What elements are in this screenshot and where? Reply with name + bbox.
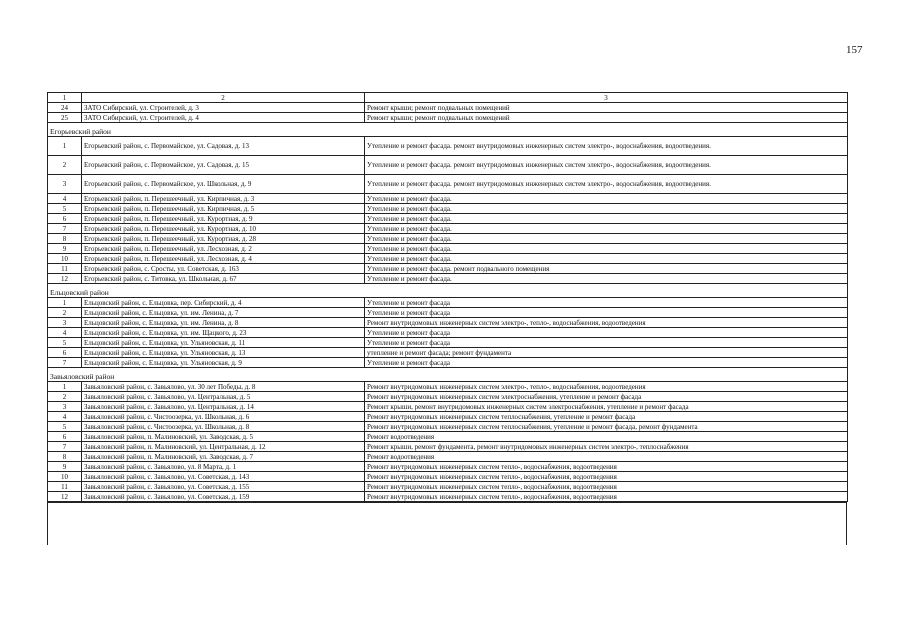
work-description-cell: Ремонт внутридомовых инженерных систем тепло-, водоснабжения, водоотведения bbox=[365, 492, 848, 502]
table-row bbox=[48, 214, 848, 224]
table-row bbox=[48, 452, 848, 462]
address-cell: Завьяловский район, с. Чистоозерка, ул. Школьная, д. 6 bbox=[82, 412, 365, 422]
work-description-cell: Утепление и ремонт фасада. bbox=[365, 204, 848, 214]
table-row bbox=[48, 462, 848, 472]
address-cell: Ельцовский район, с. Ельцовка, ул. Ульяновская, д. 9 bbox=[82, 358, 365, 368]
row-number-cell: 10 bbox=[48, 254, 82, 264]
address-cell: Ельцовский район, с. Ельцовка, ул. Ульяновская, д. 11 bbox=[82, 338, 365, 348]
work-description-cell: Ремонт внутридомовых инженерных систем электро-, тепло-, водоснабжения, водоотведения bbox=[365, 318, 848, 328]
address-cell: Егорьевский район, п. Перешеечный, ул. Кирпичная, д. 5 bbox=[82, 204, 365, 214]
work-description-cell: Ремонт водоотведения bbox=[365, 452, 848, 462]
address-cell: Егорьевский район, п. Перешеечный, ул. Кирпичная, д. 3 bbox=[82, 194, 365, 204]
page-number: 157 bbox=[846, 44, 863, 56]
work-description-cell: Ремонт внутридомовых инженерных систем теплоснабжения, утепление и ремонт фасада bbox=[365, 412, 848, 422]
table-row bbox=[48, 318, 848, 328]
work-description-cell: Утепление и ремонт фасада bbox=[365, 358, 848, 368]
row-number-cell: 7 bbox=[48, 442, 82, 452]
table-row bbox=[48, 224, 848, 234]
work-description-cell: Утепление и ремонт фасада. bbox=[365, 194, 848, 204]
row-number-cell: 1 bbox=[48, 382, 82, 392]
table-row bbox=[48, 338, 848, 348]
row-number-cell: 9 bbox=[48, 244, 82, 254]
address-cell: Завьяловский район, с. Завьялово, ул. 30 лет Победы, д. 8 bbox=[82, 382, 365, 392]
row-number-cell: 6 bbox=[48, 214, 82, 224]
work-description-cell: Ремонт крыши, ремонт фундамента, ремонт внутридомовых инженерных систем электро-, теплоснабжения bbox=[365, 442, 848, 452]
work-description-cell: Утепление и ремонт фасада. ремонт подвального помещения bbox=[365, 264, 848, 274]
work-description-cell: Ремонт внутридомовых инженерных систем теплоснабжения, утепление и ремонт фасада, ремонт фундамента bbox=[365, 422, 848, 432]
table-continuation bbox=[47, 502, 847, 545]
work-description-cell: Утепление и ремонт фасада. ремонт внутридомовых инженерных систем электро-, водоснабжения, водоотведения. bbox=[365, 175, 848, 194]
address-cell: Завьяловский район, с. Завьялово, ул. Центральная, д. 14 bbox=[82, 402, 365, 412]
table-row bbox=[48, 194, 848, 204]
row-number-cell: 5 bbox=[48, 204, 82, 214]
repair-works-table bbox=[47, 92, 848, 502]
row-number-cell: 1 bbox=[48, 137, 82, 156]
row-number-cell: 4 bbox=[48, 412, 82, 422]
table-row bbox=[48, 358, 848, 368]
row-number-cell: 5 bbox=[48, 338, 82, 348]
address-cell: Ельцовский район, с. Ельцовка, ул. им. Щацкого, д. 23 bbox=[82, 328, 365, 338]
row-number-cell: 4 bbox=[48, 194, 82, 204]
section-row bbox=[48, 284, 848, 298]
row-number-cell: 12 bbox=[48, 274, 82, 284]
address-cell: Завьяловский район, с. Завьялово, ул. Советская, д. 159 bbox=[82, 492, 365, 502]
row-number-cell: 8 bbox=[48, 452, 82, 462]
address-cell: Егорьевский район, с. Титовка, ул. Школьная, д. 67 bbox=[82, 274, 365, 284]
header-col-3: 3 bbox=[365, 93, 848, 103]
row-number-cell: 6 bbox=[48, 432, 82, 442]
address-cell: Егорьевский район, с. Первомайское, ул. Школьная, д. 9 bbox=[82, 175, 365, 194]
work-description-cell: Утепление и ремонт фасада bbox=[365, 298, 848, 308]
address-cell: Егорьевский район, п. Перешеечный, ул. Курортная, д. 28 bbox=[82, 234, 365, 244]
address-cell: Ельцовский район, с. Ельцовка, ул. им. Ленина, д. 7 bbox=[82, 308, 365, 318]
table-row bbox=[48, 244, 848, 254]
header-col-2: 2 bbox=[82, 93, 365, 103]
table-row bbox=[48, 382, 848, 392]
address-cell: Завьяловский район, п. Малиновский, ул. Заводская, д. 7 bbox=[82, 452, 365, 462]
work-description-cell: Утепление и ремонт фасада. bbox=[365, 254, 848, 264]
row-number-cell: 7 bbox=[48, 358, 82, 368]
row-number-cell: 24 bbox=[48, 103, 82, 113]
row-number-cell: 11 bbox=[48, 264, 82, 274]
table-body bbox=[48, 93, 848, 502]
table-row bbox=[48, 156, 848, 175]
table-row bbox=[48, 298, 848, 308]
row-number-cell: 3 bbox=[48, 402, 82, 412]
row-number-cell: 4 bbox=[48, 328, 82, 338]
work-description-cell: Утепление и ремонт фасада. ремонт внутридомовых инженерных систем электро-, водоснабжения, водоотведения. bbox=[365, 156, 848, 175]
address-cell: ЗАТО Сибирский, ул. Строителей, д. 3 bbox=[82, 103, 365, 113]
address-cell: Егорьевский район, п. Перешеечный, ул. Курортная, д. 9 bbox=[82, 214, 365, 224]
table-row bbox=[48, 175, 848, 194]
header-col-1: 1 bbox=[48, 93, 82, 103]
table-row bbox=[48, 234, 848, 244]
work-description-cell: Ремонт внутридомовых инженерных систем тепло-, водоснабжения, водоотведения bbox=[365, 482, 848, 492]
row-number-cell: 9 bbox=[48, 462, 82, 472]
table-row bbox=[48, 482, 848, 492]
address-cell: Егорьевский район, с. Сросты, ул. Советская, д. 163 bbox=[82, 264, 365, 274]
table-row bbox=[48, 472, 848, 482]
row-number-cell: 10 bbox=[48, 472, 82, 482]
work-description-cell: Ремонт внутридомовых инженерных систем тепло-, водоснабжения, водоотведения bbox=[365, 472, 848, 482]
table-row bbox=[48, 412, 848, 422]
address-cell: Егорьевский район, с. Первомайское, ул. Садовая, д. 15 bbox=[82, 156, 365, 175]
address-cell: ЗАТО Сибирский, ул. Строителей, д. 4 bbox=[82, 113, 365, 123]
address-cell: Завьяловский район, п. Малиновский, ул. Центральная, д. 12 bbox=[82, 442, 365, 452]
work-description-cell: утепление и ремонт фасада; ремонт фундамента bbox=[365, 348, 848, 358]
address-cell: Ельцовский район, с. Ельцовка, ул. им. Ленина, д. 8 bbox=[82, 318, 365, 328]
work-description-cell: Утепление и ремонт фасада. bbox=[365, 244, 848, 254]
address-cell: Завьяловский район, с. Завьялово, ул. Центральная, д. 5 bbox=[82, 392, 365, 402]
table-row bbox=[48, 492, 848, 502]
row-number-cell: 12 bbox=[48, 492, 82, 502]
row-number-cell: 25 bbox=[48, 113, 82, 123]
work-description-cell: Утепление и ремонт фасада. bbox=[365, 224, 848, 234]
work-description-cell: Ремонт внутридомовых инженерных систем электро-, тепло-, водоснабжения, водоотведения bbox=[365, 382, 848, 392]
work-description-cell: Ремонт внутридомовых инженерных систем тепло-, водоснабжения, водоотведения bbox=[365, 462, 848, 472]
table-row bbox=[48, 264, 848, 274]
table-header-row bbox=[48, 93, 848, 103]
row-number-cell: 11 bbox=[48, 482, 82, 492]
address-cell: Завьяловский район, с. Чистоозерка, ул. Школьная, д. 8 bbox=[82, 422, 365, 432]
work-description-cell: Ремонт крыши; ремонт подвальных помещений bbox=[365, 113, 848, 123]
work-description-cell: Ремонт водоотведения bbox=[365, 432, 848, 442]
row-number-cell: 5 bbox=[48, 422, 82, 432]
work-description-cell: Утепление и ремонт фасада bbox=[365, 328, 848, 338]
table-row bbox=[48, 432, 848, 442]
address-cell: Завьяловский район, с. Завьялово, ул. Советская, д. 143 bbox=[82, 472, 365, 482]
table-row bbox=[48, 308, 848, 318]
table-row bbox=[48, 254, 848, 264]
table-row bbox=[48, 442, 848, 452]
address-cell: Завьяловский район, с. Завьялово, ул. Советская, д. 155 bbox=[82, 482, 365, 492]
work-description-cell: Утепление и ремонт фасада. ремонт внутридомовых инженерных систем электро-, водоснабжения, водоотведения. bbox=[365, 137, 848, 156]
work-description-cell: Ремонт крыши, ремонт внутридомовых инженерных систем электроснабжения, утепление и ремонт фасада bbox=[365, 402, 848, 412]
table-row bbox=[48, 348, 848, 358]
address-cell: Егорьевский район, п. Перешеечный, ул. Лесхозная, д. 2 bbox=[82, 244, 365, 254]
table-row bbox=[48, 204, 848, 214]
row-number-cell: 3 bbox=[48, 175, 82, 194]
table-row bbox=[48, 402, 848, 412]
address-cell: Завьяловский район, п. Малиновский, ул. Заводская, д. 5 bbox=[82, 432, 365, 442]
section-title: Егорьевский район bbox=[48, 123, 848, 137]
address-cell: Ельцовский район, с. Ельцовка, пер. Сибирский, д. 4 bbox=[82, 298, 365, 308]
table-row bbox=[48, 103, 848, 113]
address-cell: Ельцовский район, с. Ельцовка, ул. Ульяновская, д. 13 bbox=[82, 348, 365, 358]
work-description-cell: Утепление и ремонт фасада bbox=[365, 338, 848, 348]
table-row bbox=[48, 113, 848, 123]
section-row bbox=[48, 123, 848, 137]
table-row bbox=[48, 274, 848, 284]
address-cell: Егорьевский район, п. Перешеечный, ул. Лесхозная, д. 4 bbox=[82, 254, 365, 264]
work-description-cell: Утепление и ремонт фасада bbox=[365, 308, 848, 318]
row-number-cell: 2 bbox=[48, 156, 82, 175]
table-row bbox=[48, 328, 848, 338]
row-number-cell: 7 bbox=[48, 224, 82, 234]
row-number-cell: 8 bbox=[48, 234, 82, 244]
work-description-cell: Утепление и ремонт фасада. bbox=[365, 234, 848, 244]
row-number-cell: 2 bbox=[48, 392, 82, 402]
row-number-cell: 6 bbox=[48, 348, 82, 358]
work-description-cell: Утепление и ремонт фасада. bbox=[365, 274, 848, 284]
address-cell: Егорьевский район, п. Перешеечный, ул. Курортная, д. 10 bbox=[82, 224, 365, 234]
work-description-cell: Утепление и ремонт фасада. bbox=[365, 214, 848, 224]
table-row bbox=[48, 422, 848, 432]
section-title: Завьяловский район bbox=[48, 368, 848, 382]
section-title: Ельцовский район bbox=[48, 284, 848, 298]
table-row bbox=[48, 392, 848, 402]
section-row bbox=[48, 368, 848, 382]
address-cell: Егорьевский район, с. Первомайское, ул. Садовая, д. 13 bbox=[82, 137, 365, 156]
work-description-cell: Ремонт внутридомовых инженерных систем электроснабжения, утепление и ремонт фасада bbox=[365, 392, 848, 402]
table-row bbox=[48, 137, 848, 156]
row-number-cell: 2 bbox=[48, 308, 82, 318]
document-table-container bbox=[47, 92, 847, 545]
address-cell: Завьяловский район, с. Завьялово, ул. 8 Марта, д. 1 bbox=[82, 462, 365, 472]
row-number-cell: 3 bbox=[48, 318, 82, 328]
work-description-cell: Ремонт крыши; ремонт подвальных помещений bbox=[365, 103, 848, 113]
row-number-cell: 1 bbox=[48, 298, 82, 308]
